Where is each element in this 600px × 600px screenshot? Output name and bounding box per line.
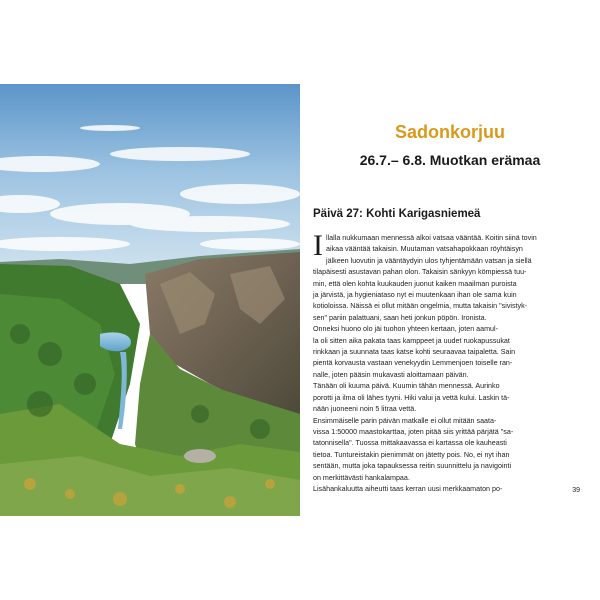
body-line: sen" pariin palattuani, saan heti jonkun pöpön. Ironista. xyxy=(313,313,487,322)
body-line: rinkkaan ja suunnata taas katse kohti seuraavaa taipaletta. Sain xyxy=(313,348,516,357)
canyon-landscape-photo xyxy=(0,84,300,516)
body-text xyxy=(313,229,568,495)
body-line: min, että olen kohta kuukauden juonut kaiken maailman puroista xyxy=(313,279,517,288)
body-line: tilapäisesti asustavan pahan olon. Takaisin sänkyyn kömpiessä tuu- xyxy=(313,268,527,277)
body-line: pientä korvausta vastaan venekyydin Lemmenjoen toiselle ran- xyxy=(313,359,513,368)
right-page xyxy=(300,0,600,600)
page-number: 39 xyxy=(572,487,580,494)
body-line: kotiolоissa. Näissä ei ollut mitään ongelmia, mutta takaisin "sivistyk- xyxy=(313,302,528,311)
body-line: Ensimmäiselle parin päivän matkalle ei ollut mitään saata- xyxy=(313,416,497,425)
body-line: sentään, mutta joka tapauksessa reitin suunnittelu ja navigointi xyxy=(313,462,512,471)
body-line: vissa 1:50000 maastokarttaa, joten pitää siis yrittää pärjätä "sa- xyxy=(313,427,514,436)
body-line: tatonnisella". Tuossa mittakaavassa ei kartassa ole kauheasti xyxy=(313,439,507,448)
body-line: jälkeen luovutin ja vääntäydyin ulos tyhjentämään vatsan ja siellä xyxy=(326,256,532,265)
body-line: llalla nukkumaan mennessä alkoi vatsaa vääntää. Koitin siinä tovin xyxy=(326,234,537,242)
body-line: tietoa. Tunturеistakin pienimmät on jätetty pois. No, ei nyt ihan xyxy=(313,450,510,459)
body-line: la oli sitten aika pakata taas kamppeet ja uudet ruokapussukat xyxy=(313,336,510,345)
body-line: ja järvistä, ja hygieniatasо nyt ei muutenkaan ihan ole sama kuin xyxy=(313,291,517,300)
body-line: nään juoneeni noin 5 litraa vettä. xyxy=(313,405,417,414)
chapter-subtitle: 26.7.– 6.8. Muotkan erämaa xyxy=(359,152,541,168)
body-line: Onneksi huono olo jäi tuohon yhteen kertaan, joten aamul- xyxy=(313,325,498,334)
chapter-title: Sadonkorjuu xyxy=(394,122,505,142)
body-line: porotti ja ilma oli lähes tyyni. Hiki valui ja vettä kului. Laskin tä- xyxy=(313,393,510,402)
body-line: aikaa vääntää takaisin. Muutaman vatsahapokkaan röyhtäisyn xyxy=(326,245,523,254)
body-line: Lisähankaluutta aiheutti taas kerran uusi merkkaamaton po- xyxy=(313,484,503,493)
body-line: on merkittävästi hankalampaa. xyxy=(313,473,410,482)
body-line: Tänään oli kuuma päivä. Kuumin tähän mennessä. Aurinko xyxy=(313,382,500,391)
section-heading: Päivä 27: Kohti Karigasniemeä xyxy=(313,208,481,220)
body-line: nalle, joten pääsin mukavasti aloittamaan päivän. xyxy=(313,370,469,379)
drop-cap: I xyxy=(313,229,323,262)
